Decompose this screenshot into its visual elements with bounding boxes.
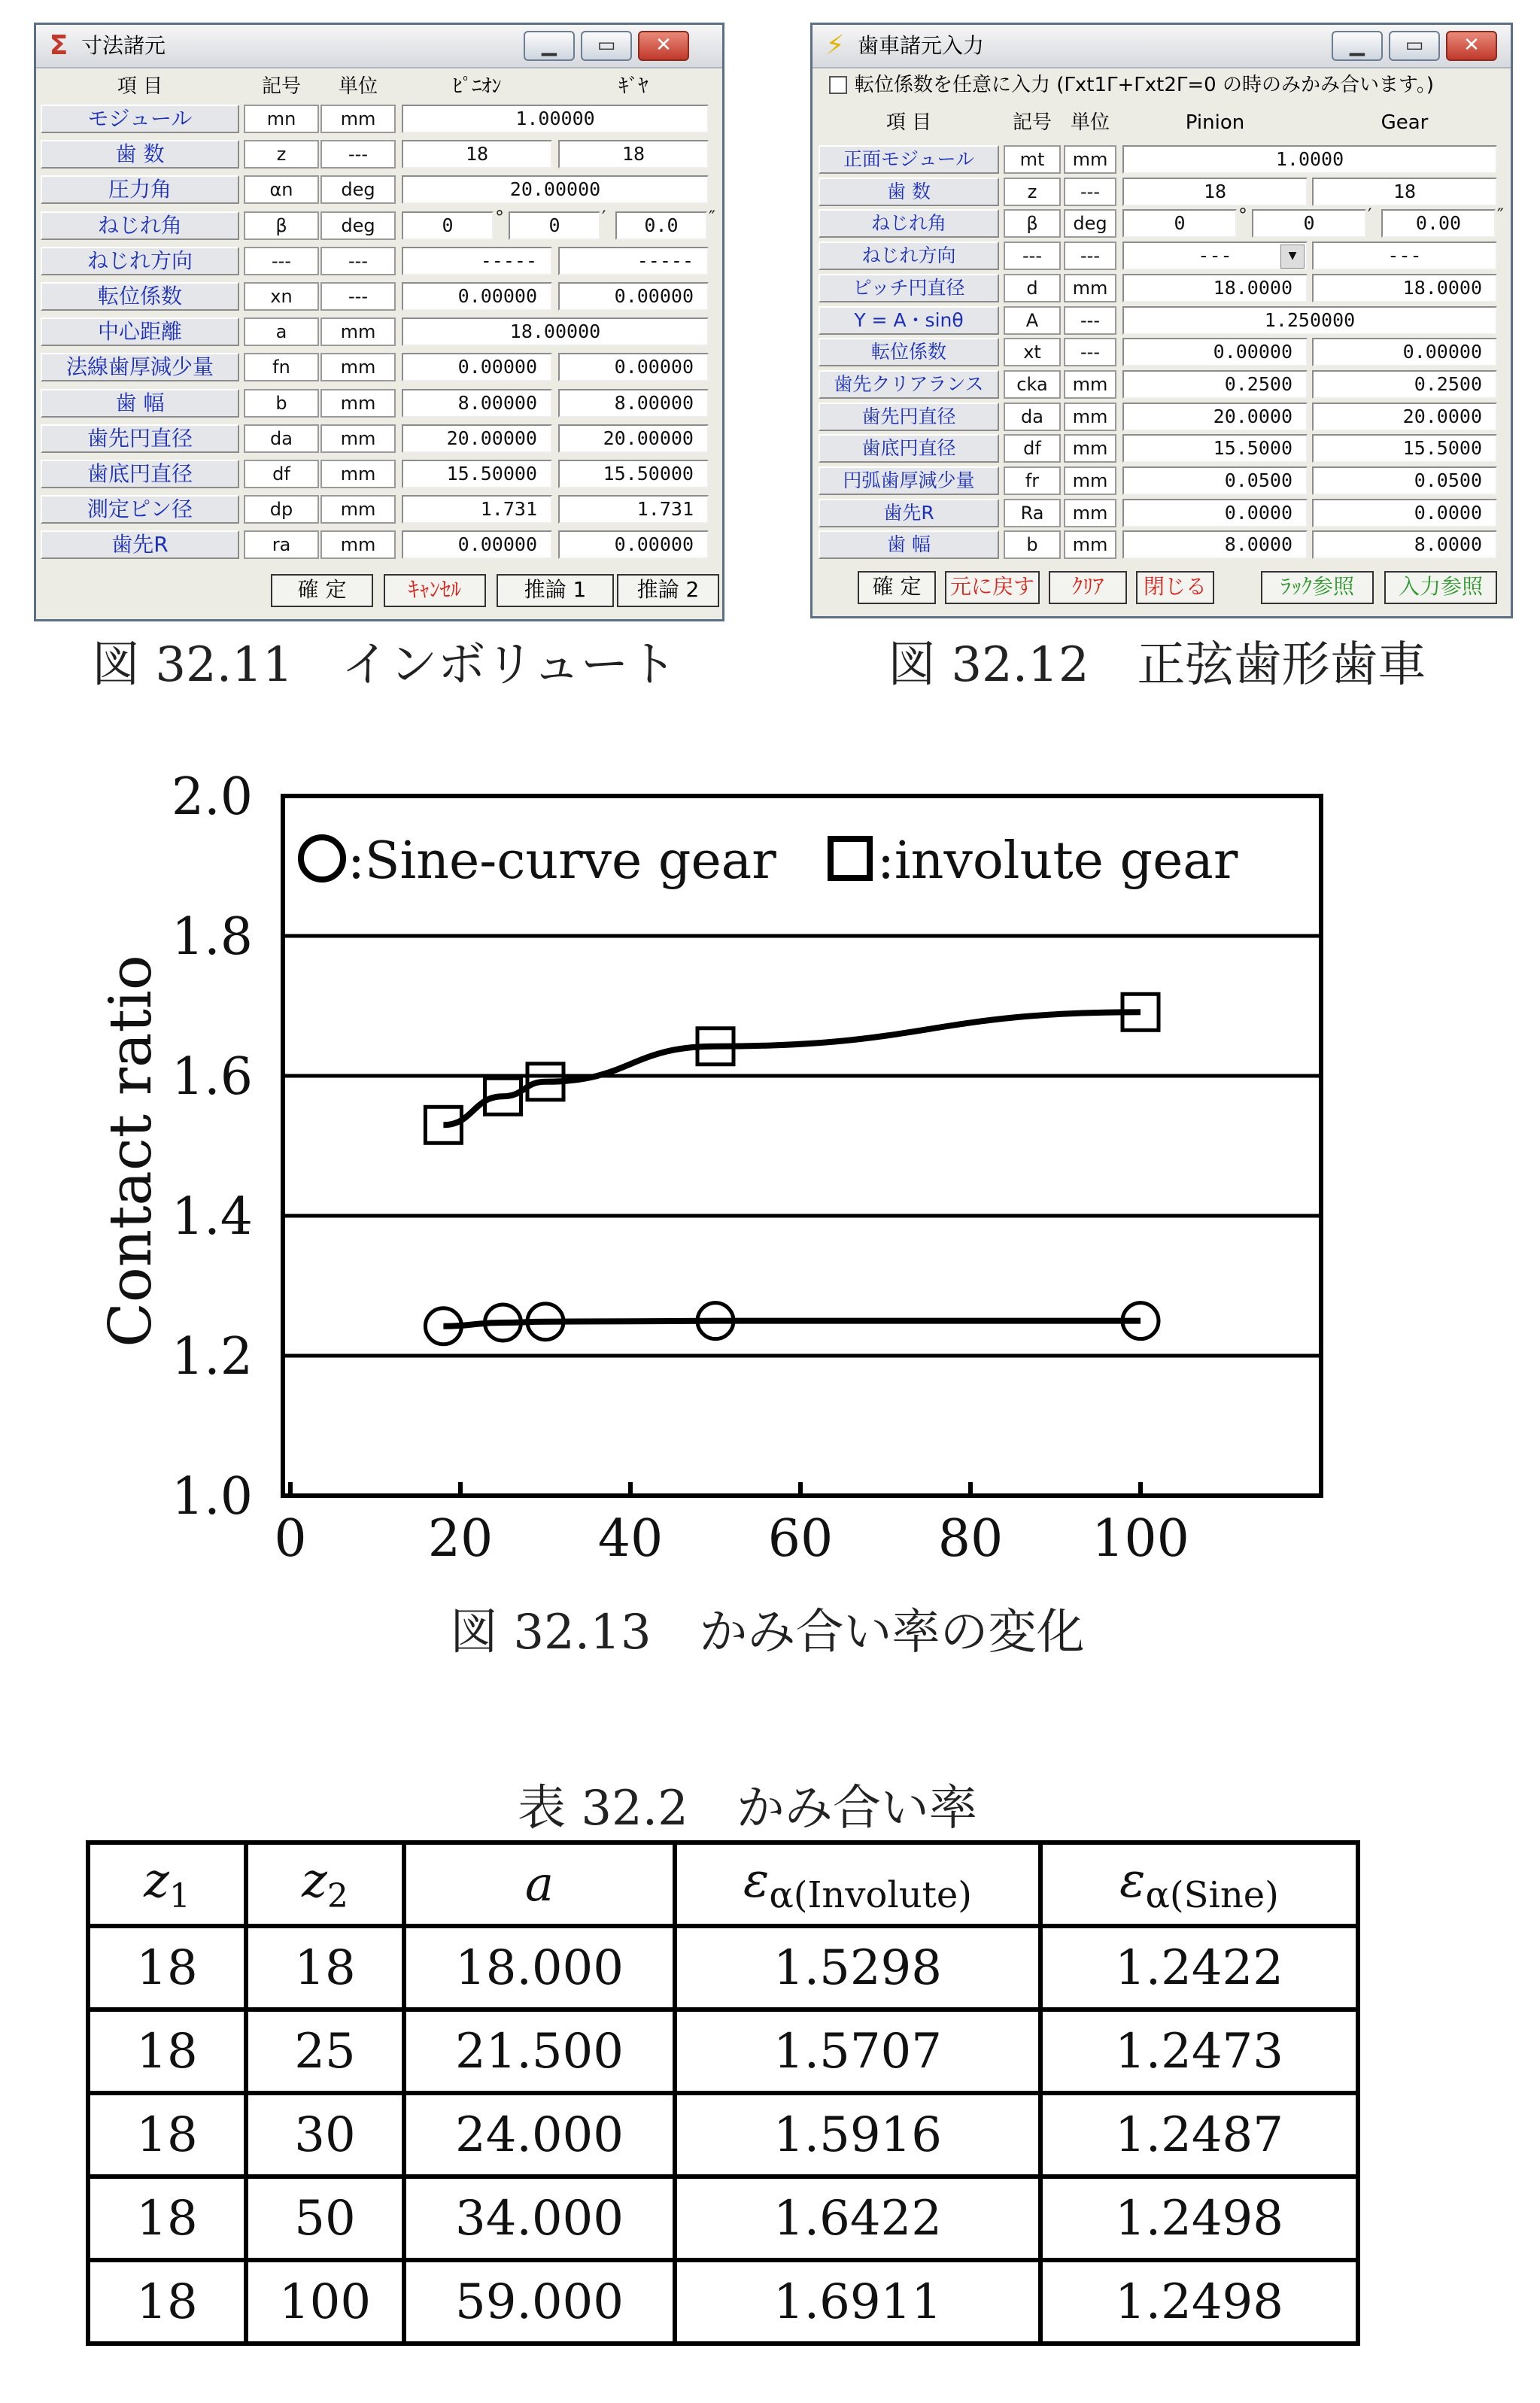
chevron-down-icon[interactable]: ▼: [1280, 245, 1305, 269]
contact-ratio-table: [86, 1840, 1360, 2346]
figure-caption-32-12: 図 32.12 正弦歯形歯車: [888, 637, 1426, 693]
gear-value-field[interactable]: 0.00000: [558, 530, 709, 559]
table-cell: 100: [246, 2260, 404, 2344]
gear-value-field[interactable]: 8.0000: [1312, 530, 1497, 559]
row-symbol: fn: [244, 353, 319, 381]
maximize-button[interactable]: ▭: [581, 31, 632, 61]
pinion-value-field[interactable]: 1.731: [402, 495, 552, 524]
gear-value-field[interactable]: 1.731: [558, 495, 709, 524]
dialog-title: 寸法諸元: [81, 33, 166, 58]
gear-value-field[interactable]: 0.00000: [558, 282, 709, 311]
sine-series-line: [443, 1321, 1141, 1326]
row-symbol: β: [1004, 209, 1061, 238]
value-field[interactable]: 20.00000: [402, 175, 709, 204]
x-tick-label: 0: [274, 1509, 307, 1569]
close-dialog-button[interactable]: 閉じる: [1136, 571, 1214, 604]
row-unit: mm: [1064, 530, 1116, 559]
row-symbol: cka: [1004, 370, 1061, 399]
dialog-titlebar: [36, 25, 722, 68]
angle-unit-mark: ″: [709, 206, 715, 228]
legend-label-involute: :involute gear: [877, 831, 1238, 891]
row-unit: mm: [320, 105, 396, 133]
row-label: 歯 幅: [819, 530, 999, 559]
pinion-value-field[interactable]: 0.0500: [1122, 466, 1308, 495]
row-label: 転位係数: [41, 282, 239, 311]
row-unit: deg: [1064, 209, 1116, 238]
gear-value-field[interactable]: 8.00000: [558, 389, 709, 418]
angle-field[interactable]: 0: [1252, 209, 1366, 238]
gear-value-field[interactable]: 18: [558, 140, 709, 169]
row-unit: mm: [320, 317, 396, 346]
pinion-value-field[interactable]: 20.0000: [1122, 403, 1308, 431]
row-unit: mm: [320, 530, 396, 559]
pinion-value-field[interactable]: 15.50000: [402, 460, 552, 488]
row-unit: ---: [1064, 338, 1116, 366]
arbitrary-shift-label: 転位係数を任意に入力 (Γxt1Γ+Γxt2Γ=0 の時のみかみ合います。): [855, 74, 1435, 96]
table-cell: 18: [88, 2177, 246, 2260]
row-unit: mm: [320, 460, 396, 488]
table-cell: 50: [246, 2177, 404, 2260]
row-unit: mm: [1064, 434, 1116, 463]
row-unit: mm: [320, 353, 396, 381]
row-label: モジュール: [41, 105, 239, 133]
legend-label-sine: :Sine-curve gear: [348, 831, 776, 891]
header-unit: 単位: [338, 75, 378, 98]
row-unit: mm: [320, 495, 396, 524]
row-symbol: ---: [1004, 242, 1061, 270]
row-unit: mm: [1064, 466, 1116, 495]
table-row: [88, 2010, 1358, 2093]
row-label: ねじれ方向: [819, 242, 999, 270]
table-cell: 25: [246, 2010, 404, 2093]
gear-value-field[interactable]: 0.0000: [1312, 499, 1497, 527]
row-symbol: β: [244, 211, 319, 240]
angle-field[interactable]: 0.0: [615, 211, 707, 240]
row-symbol: b: [244, 389, 319, 418]
header-unit: 単位: [1070, 111, 1110, 134]
table-cell: 1.2498: [1040, 2260, 1358, 2344]
row-symbol: Ra: [1004, 499, 1061, 527]
table-cell: 1.5916: [675, 2093, 1040, 2177]
row-label: 転位係数: [819, 338, 999, 366]
table-row: [88, 1926, 1358, 2010]
table-row: [88, 2260, 1358, 2344]
table-cell: 18.000: [404, 1926, 675, 2010]
row-symbol: dp: [244, 495, 319, 524]
row-symbol: b: [1004, 530, 1061, 559]
gear-value-field[interactable]: 0.00000: [1312, 338, 1497, 366]
x-tick-label: 40: [597, 1509, 664, 1569]
row-unit: mm: [320, 389, 396, 418]
pinion-value-field[interactable]: 8.0000: [1122, 530, 1308, 559]
gear-value-field[interactable]: 0.0500: [1312, 466, 1497, 495]
figure-caption-32-13: 図 32.13 かみ合い率の変化: [450, 1605, 1085, 1660]
plot-frame: [283, 796, 1321, 1496]
row-unit: deg: [320, 211, 396, 240]
table-cell: 1.6911: [675, 2260, 1040, 2344]
row-unit: ---: [320, 247, 396, 275]
clear-button[interactable]: ｸﾘｱ: [1049, 571, 1127, 604]
row-symbol: z: [1004, 178, 1061, 206]
header-gear: ｷﾞﾔ: [618, 75, 649, 98]
row-unit: ---: [1064, 178, 1116, 206]
row-symbol: A: [1004, 306, 1061, 335]
row-unit: mm: [1064, 370, 1116, 399]
y-tick-label: 1.0: [171, 1467, 253, 1527]
gear-value-field[interactable]: 15.5000: [1312, 434, 1497, 463]
pinion-value-field[interactable]: 0.2500: [1122, 370, 1308, 399]
row-label: 歯先R: [41, 530, 239, 559]
minimize-button[interactable]: ▁: [524, 31, 575, 61]
gear-value-field[interactable]: 20.0000: [1312, 403, 1497, 431]
dialog-titlebar: [813, 25, 1511, 68]
table-cell: 18: [88, 2260, 246, 2344]
pinion-value-field[interactable]: 15.5000: [1122, 434, 1308, 463]
pinion-value-field[interactable]: 0.0000: [1122, 499, 1308, 527]
header-symbol: 記号: [261, 75, 301, 98]
row-unit: ---: [1064, 242, 1116, 270]
row-symbol: da: [1004, 403, 1061, 431]
header-gear: Gear: [1381, 111, 1429, 134]
row-unit: mm: [1064, 403, 1116, 431]
cancel-button[interactable]: ｷｬﾝｾﾙ: [384, 574, 486, 607]
row-label: 法線歯厚減少量: [41, 353, 239, 381]
header-a: a: [404, 1843, 675, 1926]
row-symbol: fr: [1004, 466, 1061, 495]
row-label: 歯 数: [41, 140, 239, 169]
x-tick-label: 80: [937, 1509, 1004, 1569]
row-symbol: xt: [1004, 338, 1061, 366]
confirm-button[interactable]: 確 定: [271, 574, 373, 607]
pinion-value-field[interactable]: 8.00000: [402, 389, 552, 418]
gear-value-field[interactable]: 0.00000: [558, 353, 709, 381]
pinion-value-field[interactable]: 18.0000: [1122, 274, 1308, 302]
row-symbol: df: [244, 460, 319, 488]
y-tick-label: 1.6: [171, 1047, 253, 1107]
table-header-row: [88, 1843, 1358, 1926]
row-unit: mm: [1064, 145, 1116, 174]
pinion-value-field[interactable]: -----: [402, 247, 552, 275]
gear-value-field[interactable]: 15.50000: [558, 460, 709, 488]
lightning-icon: ⚡: [825, 30, 845, 61]
y-tick-label: 1.2: [171, 1327, 253, 1387]
row-label: 歯先クリアランス: [819, 370, 999, 399]
row-label: 歯底円直径: [819, 434, 999, 463]
header-item: 項 目: [885, 111, 932, 134]
row-unit: deg: [320, 175, 396, 204]
involute-series-line: [443, 1012, 1141, 1125]
value-field[interactable]: 18.00000: [402, 317, 709, 346]
row-symbol: xn: [244, 282, 319, 311]
pinion-value-field[interactable]: 18: [1122, 178, 1308, 206]
gear-value-field[interactable]: 18.0000: [1312, 274, 1497, 302]
row-symbol: ra: [244, 530, 319, 559]
angle-unit-mark: °: [495, 206, 504, 228]
header-epsilon-involute: $\varepsilon_{\alpha(Involute)}$: [675, 1843, 1040, 1926]
y-tick-label: 1.8: [171, 907, 253, 967]
close-button[interactable]: ✕: [638, 31, 689, 61]
maximize-button[interactable]: ▭: [1389, 31, 1440, 61]
contact-ratio-chart: [0, 745, 1540, 1670]
row-symbol: αn: [244, 175, 319, 204]
legend-square-marker: [831, 839, 870, 878]
row-label: 中心距離: [41, 317, 239, 346]
angle-unit-mark: ″: [1497, 205, 1504, 226]
table-cell: 1.2498: [1040, 2177, 1358, 2260]
row-label: 歯 数: [819, 178, 999, 206]
table-cell: 18: [88, 2093, 246, 2177]
angle-unit-mark: ′: [1368, 205, 1372, 226]
y-axis-label: Contact ratio: [97, 955, 165, 1347]
rack-reference-button[interactable]: ﾗｯｸ参照: [1261, 571, 1374, 604]
row-label: 円弧歯厚減少量: [819, 466, 999, 495]
table-row: [88, 2177, 1358, 2260]
table-cell: 24.000: [404, 2093, 675, 2177]
sigma-icon: Σ: [49, 30, 68, 61]
table-row: [88, 2093, 1358, 2177]
value-field[interactable]: 1.00000: [402, 105, 709, 133]
row-label: ねじれ角: [819, 209, 999, 238]
pinion-value-field[interactable]: 18: [402, 140, 552, 169]
y-tick-label: 1.4: [171, 1187, 253, 1247]
row-symbol: z: [244, 140, 319, 169]
dialog-title: 歯車諸元入力: [858, 33, 985, 58]
row-unit: mm: [320, 424, 396, 453]
table-cell: 1.2487: [1040, 2093, 1358, 2177]
table-cell: 18: [88, 2010, 246, 2093]
row-unit: ---: [320, 140, 396, 169]
table-cell: 1.6422: [675, 2177, 1040, 2260]
pinion-value-field[interactable]: 0.00000: [402, 353, 552, 381]
row-symbol: mt: [1004, 145, 1061, 174]
table-cell: 30: [246, 2093, 404, 2177]
pinion-value-field[interactable]: 0.00000: [402, 530, 552, 559]
pinion-value-field[interactable]: 0.00000: [402, 282, 552, 311]
row-symbol: da: [244, 424, 319, 453]
header-epsilon-sine: $\varepsilon_{\alpha(Sine)}$: [1040, 1843, 1358, 1926]
table-cell: 34.000: [404, 2177, 675, 2260]
row-symbol: mn: [244, 105, 319, 133]
table-cell: 59.000: [404, 2260, 675, 2344]
row-label: 測定ピン径: [41, 495, 239, 524]
angle-field[interactable]: 0: [402, 211, 494, 240]
header-pinion: Pinion: [1185, 111, 1245, 134]
gear-spec-input-dialog: [810, 23, 1513, 618]
figure-caption-32-11: 図 32.11 インボリュート: [92, 637, 677, 693]
gear-value-field[interactable]: 20.00000: [558, 424, 709, 453]
close-button[interactable]: ✕: [1446, 31, 1497, 61]
x-tick-label: 20: [427, 1509, 494, 1569]
angle-unit-mark: °: [1238, 205, 1247, 226]
arbitrary-shift-checkbox[interactable]: [829, 76, 847, 94]
header-z1: $z_1$: [88, 1843, 246, 1926]
row-label: ねじれ角: [41, 211, 239, 240]
angle-unit-mark: ′: [602, 206, 606, 228]
row-unit: ---: [1064, 306, 1116, 335]
pinion-value-field[interactable]: 0.00000: [1122, 338, 1308, 366]
header-z2: $z_2$: [246, 1843, 404, 1926]
table-cell: 18: [246, 1926, 404, 2010]
gear-value-field[interactable]: 18: [1312, 178, 1497, 206]
row-label: 歯先円直径: [819, 403, 999, 431]
table-cell: 1.5707: [675, 2010, 1040, 2093]
infer-2-button[interactable]: 推論 2: [617, 574, 719, 607]
y-tick-label: 2.0: [171, 767, 253, 827]
pinion-value-field[interactable]: 20.00000: [402, 424, 552, 453]
table-cell: 18: [88, 1926, 246, 2010]
table-title: 表 32.2 かみ合い率: [518, 1781, 977, 1836]
row-symbol: a: [244, 317, 319, 346]
header-symbol: 記号: [1012, 111, 1052, 134]
angle-field[interactable]: 0: [509, 211, 600, 240]
row-symbol: df: [1004, 434, 1061, 463]
row-label: 歯先R: [819, 499, 999, 527]
row-unit: mm: [1064, 499, 1116, 527]
gear-value-field[interactable]: 0.2500: [1312, 370, 1497, 399]
row-label: 歯底円直径: [41, 460, 239, 488]
input-reference-button[interactable]: 入力参照: [1384, 571, 1497, 604]
legend-circle-marker: [301, 837, 343, 879]
row-label: ねじれ方向: [41, 247, 239, 275]
angle-field[interactable]: 0.00: [1381, 209, 1496, 238]
table-cell: 1.2473: [1040, 2010, 1358, 2093]
row-unit: mm: [1064, 274, 1116, 302]
table-cell: 21.500: [404, 2010, 675, 2093]
revert-button[interactable]: 元に戻す: [945, 571, 1040, 604]
row-label: ピッチ円直径: [819, 274, 999, 302]
row-symbol: ---: [244, 247, 319, 275]
row-label: 歯 幅: [41, 389, 239, 418]
row-label: Y = A・sinθ: [819, 306, 999, 335]
header-item: 項 目: [117, 75, 163, 98]
row-label: 圧力角: [41, 175, 239, 204]
gear-value-field[interactable]: -----: [558, 247, 709, 275]
x-tick-label: 100: [1092, 1509, 1189, 1569]
table-cell: 1.5298: [675, 1926, 1040, 2010]
confirm-button[interactable]: 確 定: [858, 571, 936, 604]
row-symbol: d: [1004, 274, 1061, 302]
row-unit: ---: [320, 282, 396, 311]
table-cell: 1.2422: [1040, 1926, 1358, 2010]
infer-1-button[interactable]: 推論 1: [497, 574, 614, 607]
header-pinion: ﾋﾟﾆｵﾝ: [452, 75, 502, 98]
value-field[interactable]: 1.0000: [1122, 145, 1497, 174]
x-tick-label: 60: [767, 1509, 834, 1569]
direction-select[interactable]: --- ▼: [1122, 242, 1308, 270]
dimension-spec-dialog: [34, 23, 724, 621]
gear-value-field[interactable]: ---: [1312, 242, 1497, 270]
value-field[interactable]: 1.250000: [1122, 306, 1497, 335]
angle-field[interactable]: 0: [1122, 209, 1237, 238]
row-label: 歯先円直径: [41, 424, 239, 453]
minimize-button[interactable]: ▁: [1332, 31, 1383, 61]
row-label: 正面モジュール: [819, 145, 999, 174]
